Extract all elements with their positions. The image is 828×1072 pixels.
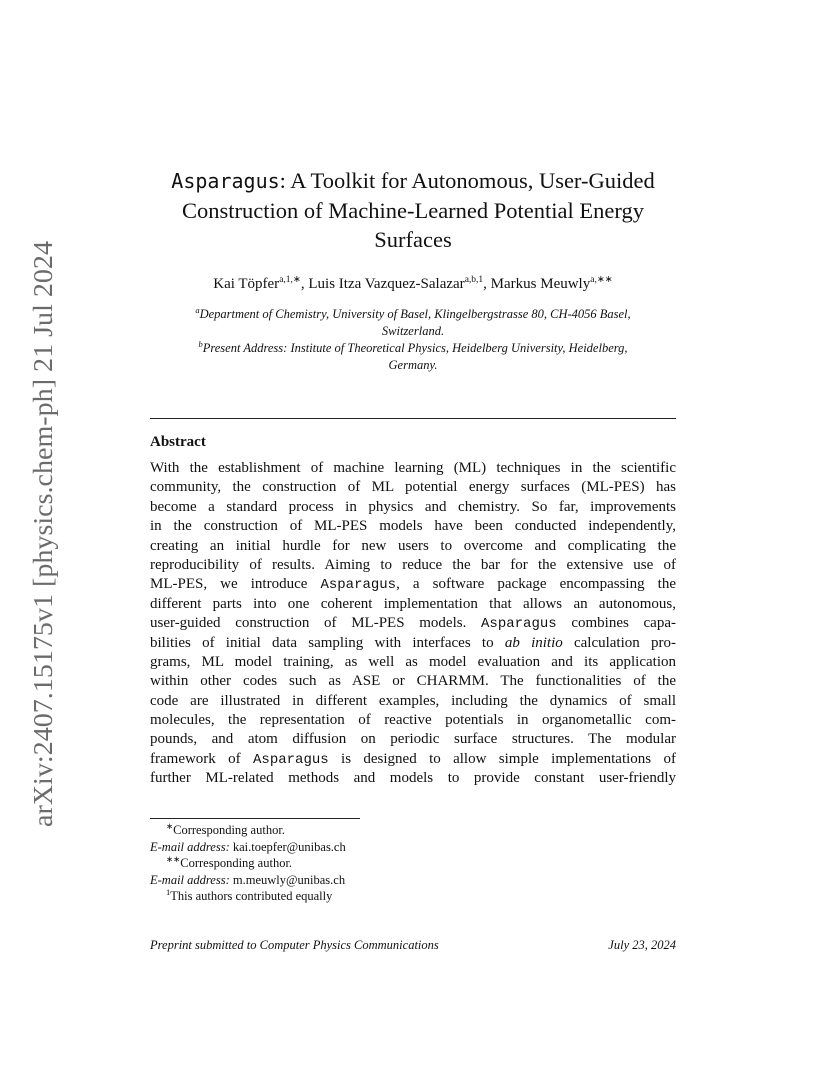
software-name: Asparagus — [481, 616, 557, 633]
title-separator-rule — [150, 418, 676, 419]
footnote-text: This authors contributed equally — [170, 889, 333, 903]
abstract-line: code are illustrated in different examples, including the dynamics of small — [150, 692, 676, 709]
footnote — [150, 855, 676, 872]
abstract-line: grams, ML model training, as well as model evaluation and its application — [150, 653, 676, 670]
author-separator: , — [483, 276, 491, 292]
author-name: Luis Itza Vazquez-Salazar — [308, 276, 465, 292]
footnote-mark: ∗ — [166, 820, 174, 831]
affiliation-text: Present Address: Institute of Theoretical Physics, Heidelberg University, Heidelberg, — [202, 341, 628, 355]
software-name: Asparagus — [253, 751, 329, 768]
author — [213, 276, 308, 292]
email-label: E-mail address: — [150, 872, 230, 887]
abstract-text: framework of — [150, 750, 254, 767]
abstract-line — [150, 750, 676, 769]
affiliation-line: Germany. — [388, 358, 438, 372]
abstract-text: is designed to allow simple implementations of — [328, 750, 677, 767]
author-marks: a,1,∗ — [279, 275, 301, 285]
footnote-mark: 1 — [166, 886, 171, 897]
abstract-line — [150, 634, 676, 653]
abstract-line: become a standard process in physics and chemistry. So far, improvements — [150, 498, 676, 515]
abstract-line — [150, 575, 676, 594]
abstract-line: molecules, the representation of reactive potentials in organometallic com- — [150, 712, 676, 729]
preprint-notice: Preprint submitted to Computer Physics Communications — [150, 938, 439, 952]
footnote-mark: ∗∗ — [166, 853, 181, 864]
affiliations — [150, 306, 676, 374]
email-address: m.meuwly@unibas.ch — [229, 872, 346, 887]
abstract-line: within other codes such as ASE or CHARMM. The functionalities of the — [150, 673, 676, 690]
affiliation-mark: b — [198, 338, 203, 349]
arxiv-identifier-stamp — [8, 240, 68, 830]
abstract-heading: Abstract — [150, 434, 206, 450]
affiliation-text: Department of Chemistry, University of Basel, Klingelbergstrasse 80, CH-4056 Basel, — [199, 307, 631, 321]
author — [308, 276, 490, 292]
software-name: Asparagus — [320, 577, 397, 594]
affiliation-line: Switzerland. — [381, 324, 445, 338]
author-name: Markus Meuwly — [490, 276, 591, 292]
email-address: kai.toepfer@unibas.ch — [229, 839, 346, 854]
title-tool-name: Asparagus — [171, 169, 280, 193]
footnote — [150, 839, 676, 856]
abstract-text: combines capa- — [556, 615, 676, 632]
abstract-line: creating an initial hurdle for new users to overcome and complicating the — [150, 537, 676, 554]
footnote — [150, 872, 676, 889]
email-label: E-mail address: — [150, 839, 230, 854]
author-marks: a,∗∗ — [590, 275, 613, 285]
footnote — [150, 888, 676, 905]
emphasis-text: ab initio — [504, 634, 563, 651]
footnotes — [150, 822, 676, 905]
author — [491, 276, 613, 292]
affiliation-mark: a — [195, 304, 200, 315]
affiliation-line — [150, 340, 676, 357]
abstract-text: bilities of initial data sampling with interfaces to — [150, 634, 505, 651]
preprint-date: July 23, 2024 — [608, 938, 676, 952]
abstract-line: pounds, and atom diffusion on periodic surface structures. The modular — [150, 731, 676, 748]
abstract-text: calculation pro- — [562, 634, 676, 651]
abstract-line: With the establishment of machine learning (ML) techniques in the scientific — [150, 460, 676, 476]
title-line-3: Surfaces — [374, 227, 452, 252]
abstract-line: community, the construction of ML potential energy surfaces (ML-PES) has — [150, 479, 676, 496]
footnote-text: Corresponding author. — [180, 856, 293, 870]
abstract-line: further ML-related methods and models to provide constant user-friendly — [150, 770, 676, 787]
abstract-text: user-guided construction of ML-PES models. — [150, 615, 482, 632]
abstract-text: ML-PES, we introduce — [150, 576, 321, 593]
abstract-line — [150, 614, 676, 633]
author-marks: a,b,1 — [464, 275, 484, 285]
title-line-1 — [150, 166, 676, 196]
footnote — [150, 822, 676, 839]
title-line-2: Construction of Machine-Learned Potential Energy — [182, 198, 644, 223]
abstract-text: , a software package encompassing the — [396, 576, 676, 593]
author-name: Kai Töpfer — [213, 276, 280, 292]
abstract-line: different parts into one coherent implementation that allows an autonomous, — [150, 595, 676, 612]
footnote-text: Corresponding author. — [173, 823, 285, 837]
author-list — [150, 274, 676, 294]
affiliation-line — [150, 306, 676, 323]
abstract-body — [150, 459, 676, 789]
title-line-1-rest: : A Toolkit for Autonomous, User-Guided — [279, 168, 655, 193]
paper-title — [150, 166, 676, 254]
abstract-line: reproducibility of results. Aiming to reduce the bar for the extensive use of — [150, 556, 676, 573]
arxiv-stamp-text: arXiv:2407.15175v1 [physics.chem-ph] 21 Jul 2024 — [28, 263, 58, 827]
author-separator: , — [300, 276, 309, 292]
abstract-line: in the construction of ML-PES models have been conducted independently, — [150, 518, 676, 535]
footnote-rule — [150, 818, 360, 819]
